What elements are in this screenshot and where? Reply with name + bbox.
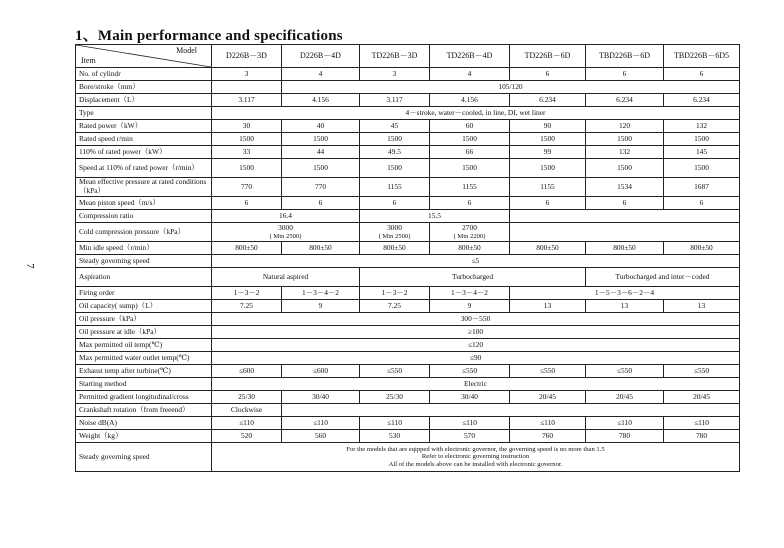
value-cell: [510, 210, 740, 223]
value-cell: 1－3－2: [360, 287, 430, 300]
row-water-temp: [76, 352, 740, 365]
row-type: [76, 107, 740, 120]
item-label: Compression ratio: [76, 210, 212, 223]
value-sub: ( Min 2500): [269, 232, 302, 240]
row-bore: [76, 81, 740, 94]
value-cell: 9: [430, 300, 510, 313]
value-cell: 45: [360, 120, 430, 133]
item-label: Cold compression pressure（kPa）: [76, 223, 212, 242]
value-cell: 1500: [282, 159, 360, 178]
value-cell: 4.156: [430, 94, 510, 107]
page-number: 7: [23, 263, 36, 269]
item-label: Rated speed r/min: [76, 133, 212, 146]
item-label: Weight（kg）: [76, 430, 212, 443]
spec-table: [75, 44, 740, 472]
row-oil-capacity: [76, 300, 740, 313]
row-exhaust: [76, 365, 740, 378]
value-cell: 800±50: [430, 242, 510, 255]
item-label: Oil pressure at idle（kPa）: [76, 326, 212, 339]
value-cell: 6.234: [510, 94, 586, 107]
value-cell: 99: [510, 146, 586, 159]
item-label: Aspiration: [76, 268, 212, 287]
item-label: Oil capacity( sump)（L）: [76, 300, 212, 313]
item-label: Noise dB(A): [76, 417, 212, 430]
value-cell: 1500: [586, 133, 664, 146]
value-cell: 132: [664, 120, 740, 133]
value-cell: 1155: [510, 178, 586, 197]
value-cell: 25/30: [212, 391, 282, 404]
value-cell: 1500: [664, 159, 740, 178]
value-cell: 6: [664, 197, 740, 210]
row-starting: [76, 378, 740, 391]
value-cell: 770: [212, 178, 282, 197]
value-cell: 780: [586, 430, 664, 443]
value-cell: Electric: [212, 378, 740, 391]
value-cell: 1500: [510, 159, 586, 178]
value-cell: 30/40: [430, 391, 510, 404]
note-cell: [212, 443, 740, 472]
value-cell: 20/45: [664, 391, 740, 404]
value-cell: ≤600: [212, 365, 282, 378]
value-cell: ≤5: [212, 255, 740, 268]
model-item-header-cell: [76, 45, 212, 68]
item-label: 110% of rated power（kW）: [76, 146, 212, 159]
row-gradient: [76, 391, 740, 404]
value-cell: 6: [212, 197, 282, 210]
value-cell: 6: [360, 197, 430, 210]
value-cell: 20/45: [586, 391, 664, 404]
value-cell: 3: [360, 68, 430, 81]
value-cell: Natural aspired: [212, 268, 360, 287]
value-cell: 4: [430, 68, 510, 81]
value-cell: 1500: [510, 133, 586, 146]
value-cell: 66: [430, 146, 510, 159]
model-header: D226B－4D: [282, 45, 360, 68]
value-cell: 1500: [430, 159, 510, 178]
row-rated-speed: [76, 133, 740, 146]
item-label: Permitted gradient longitudinal/cross: [76, 391, 212, 404]
value-cell: 1－3－2: [212, 287, 282, 300]
row-mep: [76, 178, 740, 197]
row-power-110: [76, 146, 740, 159]
item-label: Oil pressure（kPa）: [76, 313, 212, 326]
value-cell: 3.117: [212, 94, 282, 107]
value-cell: ≤110: [360, 417, 430, 430]
page-heading: 1、Main performance and specifications: [75, 28, 343, 44]
row-piston-speed: [76, 197, 740, 210]
value-cell: [430, 223, 510, 242]
value-cell: 49.5: [360, 146, 430, 159]
value-cell: 1500: [282, 133, 360, 146]
value-cell: ≤110: [664, 417, 740, 430]
value-cell: 3.117: [360, 94, 430, 107]
value-cell: 800±50: [510, 242, 586, 255]
value-cell: ≤550: [586, 365, 664, 378]
value-cell: 1687: [664, 178, 740, 197]
value-cell: ≤110: [212, 417, 282, 430]
value-cell: ≤550: [664, 365, 740, 378]
value-cell: 1500: [360, 133, 430, 146]
value-cell: 6.234: [664, 94, 740, 107]
item-label: Max permitted oil temp(℃): [76, 339, 212, 352]
value-cell: 6: [586, 197, 664, 210]
row-oil-temp: [76, 339, 740, 352]
value-cell: 13: [510, 300, 586, 313]
model-header: TD226B－4D: [430, 45, 510, 68]
value-cell: 44: [282, 146, 360, 159]
row-crankshaft: [76, 404, 740, 417]
row-oil-idle: [76, 326, 740, 339]
model-header: TBD226B－6D: [586, 45, 664, 68]
value-cell: 1155: [360, 178, 430, 197]
value-cell: 15.5: [360, 210, 510, 223]
model-label: Model: [176, 46, 197, 55]
value-cell: 40: [282, 120, 360, 133]
value-cell: 760: [510, 430, 586, 443]
value-cell: 13: [586, 300, 664, 313]
header-row: [76, 45, 740, 68]
value-cell: [212, 223, 360, 242]
row-speed-110: [76, 159, 740, 178]
value-cell: 6: [586, 68, 664, 81]
value-cell: [212, 81, 282, 94]
row-noise: [76, 417, 740, 430]
value-cell: 4.156: [282, 94, 360, 107]
value-sub: ( Min 2200): [453, 232, 486, 240]
note-line: Refer to electronic governing instruction: [421, 453, 530, 461]
value-cell: 570: [430, 430, 510, 443]
value-sub: ( Min 2500): [378, 232, 411, 240]
value-cell: 530: [360, 430, 430, 443]
value-cell: 1500: [664, 133, 740, 146]
item-label: Rated power（kW）: [76, 120, 212, 133]
value-cell: 6: [664, 68, 740, 81]
value-cell: 105/120: [282, 81, 740, 94]
value-cell: 1500: [212, 133, 282, 146]
item-label: Starting method: [76, 378, 212, 391]
value-cell: 120: [586, 120, 664, 133]
value-cell: [360, 223, 430, 242]
value-cell: ≤600: [282, 365, 360, 378]
value-cell: 60: [430, 120, 510, 133]
item-label: No. of cylindr: [76, 68, 212, 81]
value-cell: 520: [212, 430, 282, 443]
value-cell: 6.234: [586, 94, 664, 107]
value-cell: 300－550: [212, 313, 740, 326]
value-cell: 1500: [586, 159, 664, 178]
value-cell: ≤550: [360, 365, 430, 378]
item-label: Mean effective pressure at rated conditions（kPa）: [76, 178, 212, 197]
value-cell: 30/40: [282, 391, 360, 404]
value-cell: 1500: [430, 133, 510, 146]
row-compression: [76, 210, 740, 223]
value-cell: 16.4: [212, 210, 360, 223]
row-displacement: [76, 94, 740, 107]
value-cell: 4: [282, 68, 360, 81]
item-label: Speed at 110% of rated power（r/min）: [76, 159, 212, 178]
value-cell: ≤90: [212, 352, 740, 365]
value-cell: 3: [212, 68, 282, 81]
row-firing-order: [76, 287, 740, 300]
value-cell: 6: [510, 68, 586, 81]
value-cell: ≤550: [510, 365, 586, 378]
row-idle-speed: [76, 242, 740, 255]
note-line: For the models that are eqipped with electronic governor, the governing speed is no more than 1.5: [346, 445, 605, 453]
item-label: Displacement（L）: [76, 94, 212, 107]
row-oil-pressure: [76, 313, 740, 326]
value-cell: 800±50: [212, 242, 282, 255]
value-cell: 800±50: [282, 242, 360, 255]
value-cell: 90: [510, 120, 586, 133]
value-cell: 1500: [212, 159, 282, 178]
item-label: Item: [81, 56, 96, 66]
value-cell: 132: [586, 146, 664, 159]
value-cell: Turbocharged: [360, 268, 586, 287]
row-cylinders: [76, 68, 740, 81]
item-label: Mean piston speed（m/s）: [76, 197, 212, 210]
value-cell: 7.25: [212, 300, 282, 313]
row-rated-power: [76, 120, 740, 133]
value-cell: 770: [282, 178, 360, 197]
value-main: 3000: [387, 223, 402, 232]
model-header: TD226B－6D: [510, 45, 586, 68]
item-label: Bore/stroke（mm）: [76, 81, 212, 94]
value-cell: Clockwise: [212, 404, 282, 417]
value-cell: 145: [664, 146, 740, 159]
item-label: Firing order: [76, 287, 212, 300]
value-cell: 1－3－4－2: [282, 287, 360, 300]
row-governing-note: [76, 443, 740, 472]
item-label: Type: [76, 107, 212, 120]
value-cell: ≤110: [510, 417, 586, 430]
item-label: Exhaust temp after turbine(℃): [76, 365, 212, 378]
value-cell: 9: [282, 300, 360, 313]
note-line: All of the models above can be installed with electronic governor.: [388, 460, 563, 468]
value-cell: 780: [664, 430, 740, 443]
row-cold-pressure: [76, 223, 740, 242]
model-header: D226B－3D: [212, 45, 282, 68]
value-cell: 1500: [360, 159, 430, 178]
value-cell: 4－stroke, water－cooled, in line, DI, wet liner: [212, 107, 740, 120]
row-aspiration: [76, 268, 740, 287]
model-header: TBD226B－6D5: [664, 45, 740, 68]
value-cell: 33: [212, 146, 282, 159]
model-header: TD226B－3D: [360, 45, 430, 68]
row-governing: [76, 255, 740, 268]
item-label: Crankshaft rotation（from freeend）: [76, 404, 212, 417]
value-cell: [510, 223, 740, 242]
item-label: Steady governing speed: [76, 255, 212, 268]
value-cell: 1534: [586, 178, 664, 197]
value-cell: Turbocharged and inter－coded: [586, 268, 740, 287]
value-cell: ≤110: [586, 417, 664, 430]
value-cell: 800±50: [360, 242, 430, 255]
value-cell: 800±50: [586, 242, 664, 255]
value-cell: 1－5－3－6－2－4: [510, 287, 740, 300]
value-cell: 6: [430, 197, 510, 210]
value-cell: ≥100: [212, 326, 740, 339]
value-cell: 25/30: [360, 391, 430, 404]
value-cell: 560: [282, 430, 360, 443]
value-cell: 20/45: [510, 391, 586, 404]
value-cell: ≤120: [212, 339, 740, 352]
value-main: 2700: [462, 223, 477, 232]
value-cell: 6: [282, 197, 360, 210]
item-label: Max permitted water outlet temp(℃): [76, 352, 212, 365]
value-cell: 800±50: [664, 242, 740, 255]
value-main: 3000: [278, 223, 293, 232]
row-weight: [76, 430, 740, 443]
value-cell: 7.25: [360, 300, 430, 313]
item-label: Min idle speed（r/min）: [76, 242, 212, 255]
item-label: Steady governing speed: [76, 443, 212, 472]
value-cell: ≤110: [282, 417, 360, 430]
value-cell: ≤550: [430, 365, 510, 378]
value-cell: 13: [664, 300, 740, 313]
value-cell: 1155: [430, 178, 510, 197]
value-cell: 30: [212, 120, 282, 133]
value-cell: ≤110: [430, 417, 510, 430]
value-cell: 6: [510, 197, 586, 210]
value-cell: 1－3－4－2: [430, 287, 510, 300]
value-cell: [282, 404, 740, 417]
